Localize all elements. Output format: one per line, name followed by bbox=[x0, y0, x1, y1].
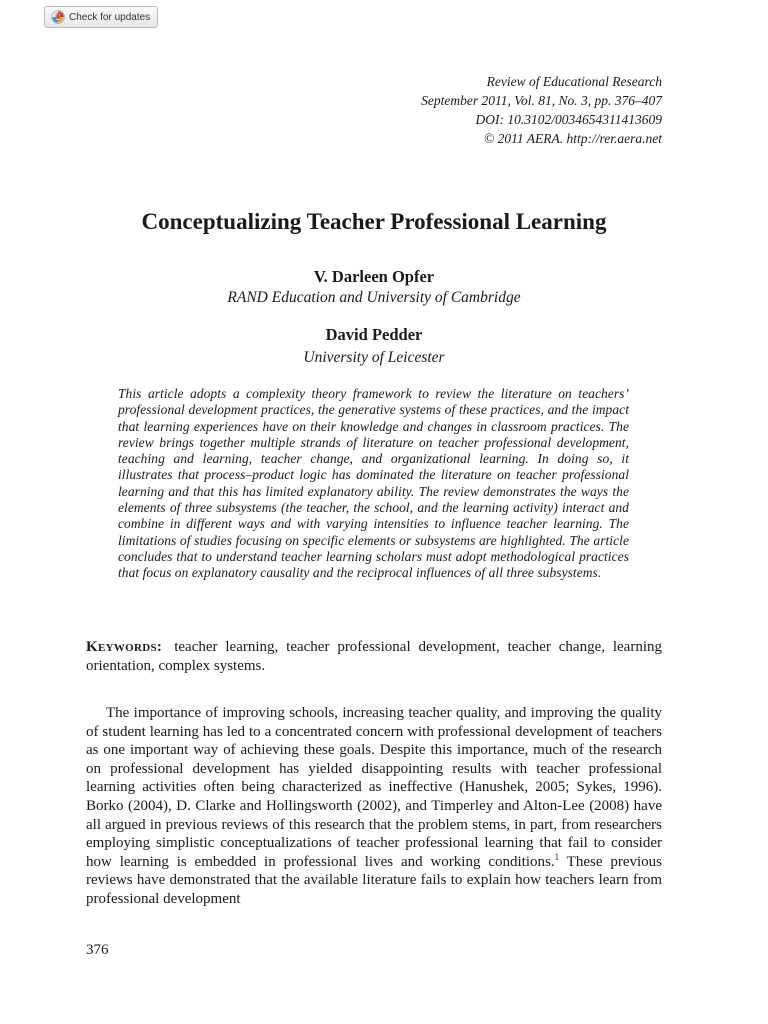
keywords-label: Keywords: bbox=[86, 639, 163, 655]
keywords-text: teacher learning, teacher professional development, teacher change, learning orientation, complex systems. bbox=[86, 639, 662, 674]
journal-doi: DOI: 10.3102/0034654311413609 bbox=[475, 112, 662, 127]
paper-title: Conceptualizing Teacher Professional Learning bbox=[141, 209, 607, 234]
journal-issue: September 2011, Vol. 81, No. 3, pp. 376–407 bbox=[421, 93, 662, 108]
journal-name: Review of Educational Research bbox=[486, 74, 662, 89]
check-for-updates-button[interactable] bbox=[44, 6, 158, 28]
check-for-updates-label: Check for updates bbox=[69, 11, 151, 23]
author-name-2: David Pedder bbox=[325, 325, 423, 344]
page-number: 376 bbox=[86, 942, 109, 958]
body-text-tail: These previous reviews have demonstrated that the available literature fails to explain how teachers learn from professional development bbox=[86, 853, 662, 907]
body-text-main: The importance of improving schools, increasing teacher quality, and improving the quality of student learning has led to a concentrated concern with professional development of teachers as one important way of achieving these goals. Despite this importance, much of the research on professional development has yielded disappointing results with teacher professional learning activities often being characterized as ineffective (Hanushek, 2005; Sykes, 1996). Borko (2004), D. Clarke and Hollingsworth (2002), and Timperley and Alton-Lee (2008) have all argued in previous reviews of this research that the problem stems, in part, from researchers employing simplistic conceptualizations of teacher professional learning that fail to consider how learning is embedded in professional lives and working conditions. bbox=[86, 705, 662, 870]
author-affiliation-2: University of Leicester bbox=[303, 349, 445, 366]
author-name-1: V. Darleen Opfer bbox=[313, 267, 435, 286]
author-affiliation-1: RAND Education and University of Cambridge bbox=[227, 289, 521, 306]
keywords bbox=[86, 638, 662, 676]
crossmark-icon bbox=[51, 10, 65, 24]
body-paragraph bbox=[86, 704, 662, 909]
abstract: This article adopts a complexity theory framework to review the literature on teachers’ professional development practices, the generative systems of these practices, and the impact that learning experiences have on their knowledge and changes in classroom practices. The review brings together multiple strands of literature on teacher professional development, teaching and learning, teacher change, and organizational learning. In doing so, it illustrates that process–product logic has dominated the literature on teacher professional learning and that this has limited explanatory ability. The review demonstrates the ways the elements of three subsystems (the teacher, the school, and the learning activity) interact and combine in different ways and with varying intensities to influence teacher learning. The limitations of studies focusing on specific elements or subsystems are highlighted. The article concludes that to understand teacher learning scholars must adopt methodological practices that focus on explanatory causality and the reciprocal influences of all three subsystems. bbox=[118, 386, 629, 581]
journal-copyright: © 2011 AERA. http://rer.aera.net bbox=[484, 131, 662, 146]
footnote-marker[interactable]: 1 bbox=[554, 851, 560, 862]
journal-info bbox=[421, 72, 662, 148]
